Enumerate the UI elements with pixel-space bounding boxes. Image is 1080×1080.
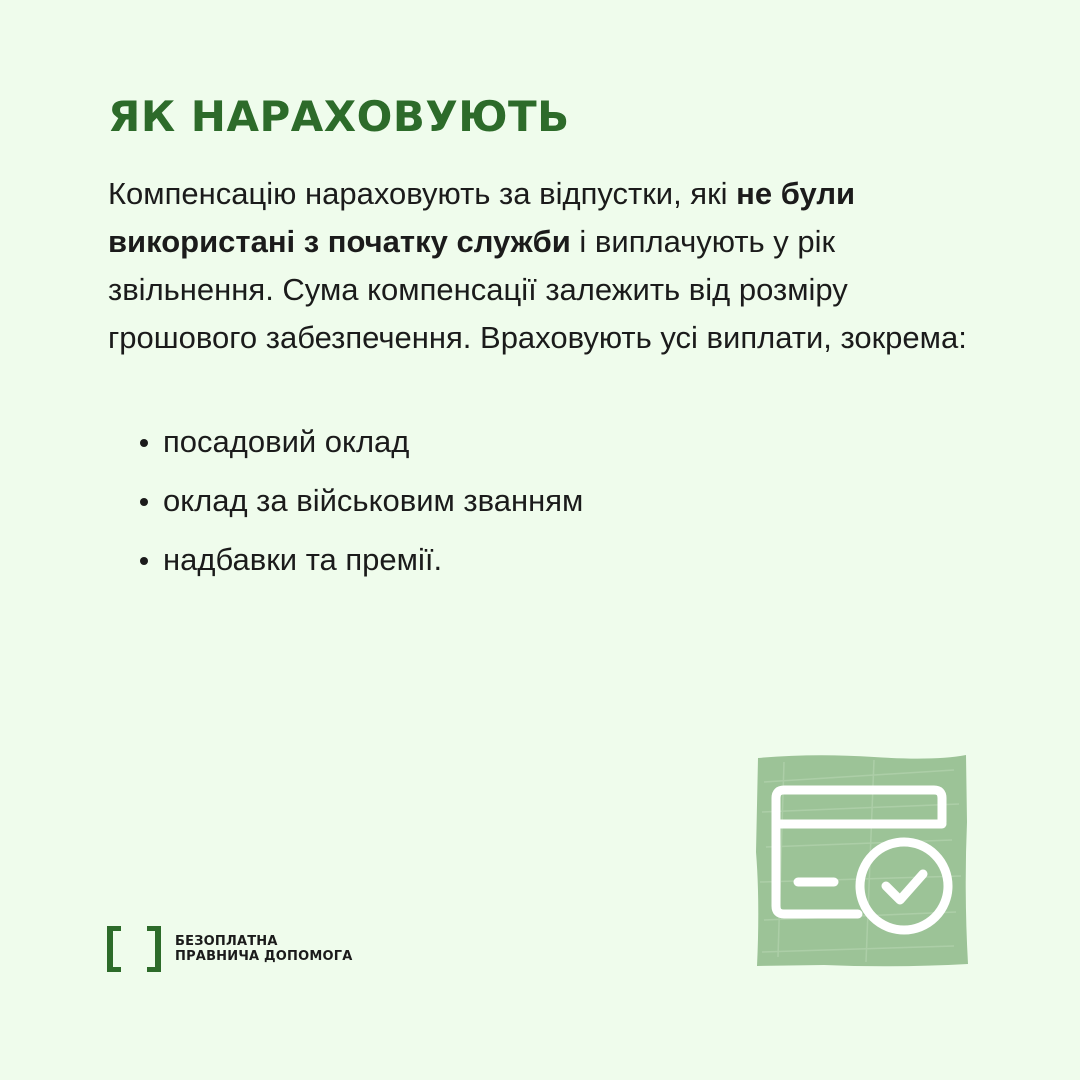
- bullet-dot-icon: [140, 498, 148, 506]
- logo-line-2: ПРАВНИЧА ДОПОМОГА: [175, 949, 353, 964]
- payment-card-checkmark-icon: [754, 752, 970, 968]
- bullet-dot-icon: [140, 439, 148, 447]
- list-item-text: надбавки та премії.: [163, 542, 443, 577]
- intro-text-part1: Компенсацію нараховують за відпустки, які: [108, 176, 737, 211]
- list-item: [108, 412, 583, 471]
- list-item: [108, 530, 583, 589]
- list-item-text: посадовий оклад: [163, 424, 410, 459]
- list-item: [108, 471, 583, 530]
- intro-text-bold: не були використані з початку служби: [108, 176, 856, 259]
- illustration-graphic: [754, 752, 970, 968]
- intro-text-part2: і виплачують у рік звільнення. Сума компенсації залежить від розміру грошового забезпечення. Враховують усі виплати, зокрема:: [108, 224, 967, 355]
- bracket-logo-icon: [107, 926, 161, 972]
- logo-line-1: БЕЗОПЛАТНА: [175, 934, 278, 949]
- payments-list: [108, 412, 583, 589]
- list-item-text: оклад за військовим званням: [163, 483, 584, 518]
- intro-paragraph: [108, 170, 968, 362]
- logo: [107, 926, 353, 972]
- logo-text: [175, 934, 353, 964]
- bullet-dot-icon: [140, 557, 148, 565]
- page-title: ЯК НАРАХОВУЮТЬ: [108, 92, 570, 141]
